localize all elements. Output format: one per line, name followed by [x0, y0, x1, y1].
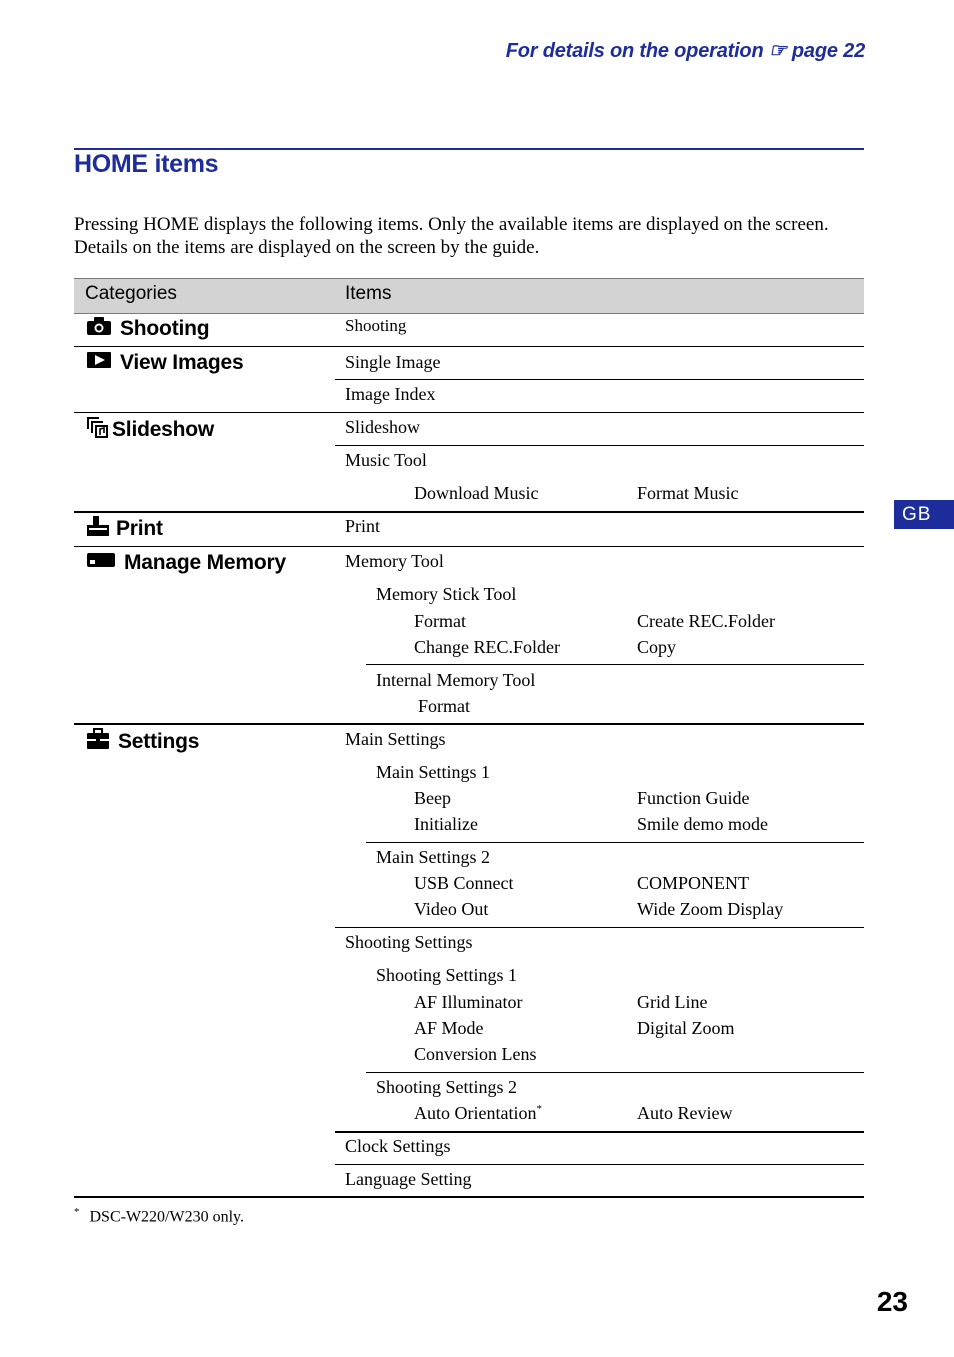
category-label: View Images	[120, 351, 244, 374]
item-usb-connect: USB Connect	[414, 873, 514, 893]
item-auto-orientation-label: Auto Orientation	[414, 1103, 537, 1123]
item-print: Print	[345, 516, 381, 536]
item-smile-demo-mode: Smile demo mode	[637, 814, 768, 834]
item-copy: Copy	[637, 637, 677, 657]
item-beep: Beep	[414, 788, 451, 808]
operation-page-reference: For details on the operation ☞ page 22	[505, 40, 865, 62]
item-shooting-settings-2: Shooting Settings 2	[376, 1077, 518, 1097]
row-divider	[335, 1131, 864, 1133]
item-im-format: Format	[418, 696, 470, 716]
category-manage-memory	[86, 551, 286, 575]
footnote	[74, 1206, 244, 1226]
item-digital-zoom: Digital Zoom	[637, 1018, 735, 1038]
item-video-out: Video Out	[414, 899, 489, 919]
item-main-settings: Main Settings	[345, 729, 446, 749]
item-format-music: Format Music	[637, 483, 739, 503]
category-shooting	[86, 316, 209, 342]
item-af-illuminator: AF Illuminator	[414, 992, 523, 1012]
category-label: Shooting	[120, 317, 210, 340]
category-print	[86, 515, 163, 543]
item-create-rec-folder: Create REC.Folder	[637, 611, 775, 631]
item-internal-memory-tool: Internal Memory Tool	[376, 670, 536, 690]
item-change-rec-folder: Change REC.Folder	[414, 637, 560, 657]
language-tab: GB	[894, 500, 954, 529]
category-view-images	[86, 351, 243, 375]
item-slideshow: Slideshow	[345, 417, 421, 437]
footnote-text: DSC-W220/W230 only.	[89, 1208, 245, 1226]
row-divider	[74, 412, 864, 413]
row-divider	[335, 379, 864, 380]
item-memory-stick-tool: Memory Stick Tool	[376, 584, 517, 604]
footnote-mark: *	[74, 1206, 80, 1218]
item-download-music: Download Music	[414, 483, 539, 503]
row-divider	[335, 927, 864, 928]
item-main-settings-2: Main Settings 2	[376, 847, 491, 867]
row-divider	[335, 445, 864, 446]
row-divider	[74, 723, 864, 725]
item-music-tool: Music Tool	[345, 450, 427, 470]
intro-paragraph: Pressing HOME displays the following items. Only the available items are displayed on the screen. Details on the items are displayed on the screen by the guide.	[74, 214, 829, 258]
item-auto-orientation	[414, 1103, 542, 1124]
item-grid-line: Grid Line	[637, 992, 708, 1012]
slideshow-icon	[86, 416, 108, 444]
row-divider	[366, 664, 864, 665]
row-divider	[335, 1164, 864, 1165]
item-image-index: Image Index	[345, 384, 436, 404]
category-label: Print	[116, 517, 163, 540]
category-label: Slideshow	[112, 418, 215, 441]
category-label: Manage Memory	[124, 551, 286, 574]
camera-icon	[86, 316, 112, 342]
item-memory-tool: Memory Tool	[345, 551, 444, 571]
item-conversion-lens: Conversion Lens	[414, 1044, 537, 1064]
row-divider	[366, 842, 864, 843]
item-function-guide: Function Guide	[637, 788, 750, 808]
category-settings	[86, 728, 199, 756]
item-component: COMPONENT	[637, 873, 750, 893]
printer-icon	[86, 515, 110, 543]
category-slideshow	[86, 416, 214, 444]
item-shooting-settings-1: Shooting Settings 1	[376, 965, 518, 985]
memory-card-icon	[86, 551, 116, 575]
row-divider	[366, 1072, 864, 1073]
item-ms-format: Format	[414, 611, 466, 631]
play-icon	[86, 351, 112, 375]
item-clock-settings: Clock Settings	[345, 1136, 451, 1156]
items-header: Items	[345, 283, 392, 304]
item-single-image: Single Image	[345, 352, 441, 372]
table-bottom-rule	[74, 1196, 864, 1198]
item-initialize: Initialize	[414, 814, 478, 834]
item-wide-zoom-display: Wide Zoom Display	[637, 899, 784, 919]
item-main-settings-1: Main Settings 1	[376, 762, 491, 782]
categories-header: Categories	[85, 283, 177, 304]
row-divider	[74, 546, 864, 547]
item-language-setting: Language Setting	[345, 1169, 472, 1189]
section-title: HOME items	[74, 150, 219, 178]
table-header	[74, 278, 864, 314]
item-shooting: Shooting	[345, 316, 407, 335]
category-label: Settings	[118, 730, 200, 753]
footnote-mark: *	[536, 1103, 542, 1115]
item-auto-review: Auto Review	[637, 1103, 733, 1123]
item-shooting-settings: Shooting Settings	[345, 932, 473, 952]
page-number: 23	[876, 1286, 908, 1317]
row-divider	[74, 511, 864, 513]
item-af-mode: AF Mode	[414, 1018, 484, 1038]
toolbox-icon	[86, 728, 110, 756]
row-divider	[74, 346, 864, 347]
